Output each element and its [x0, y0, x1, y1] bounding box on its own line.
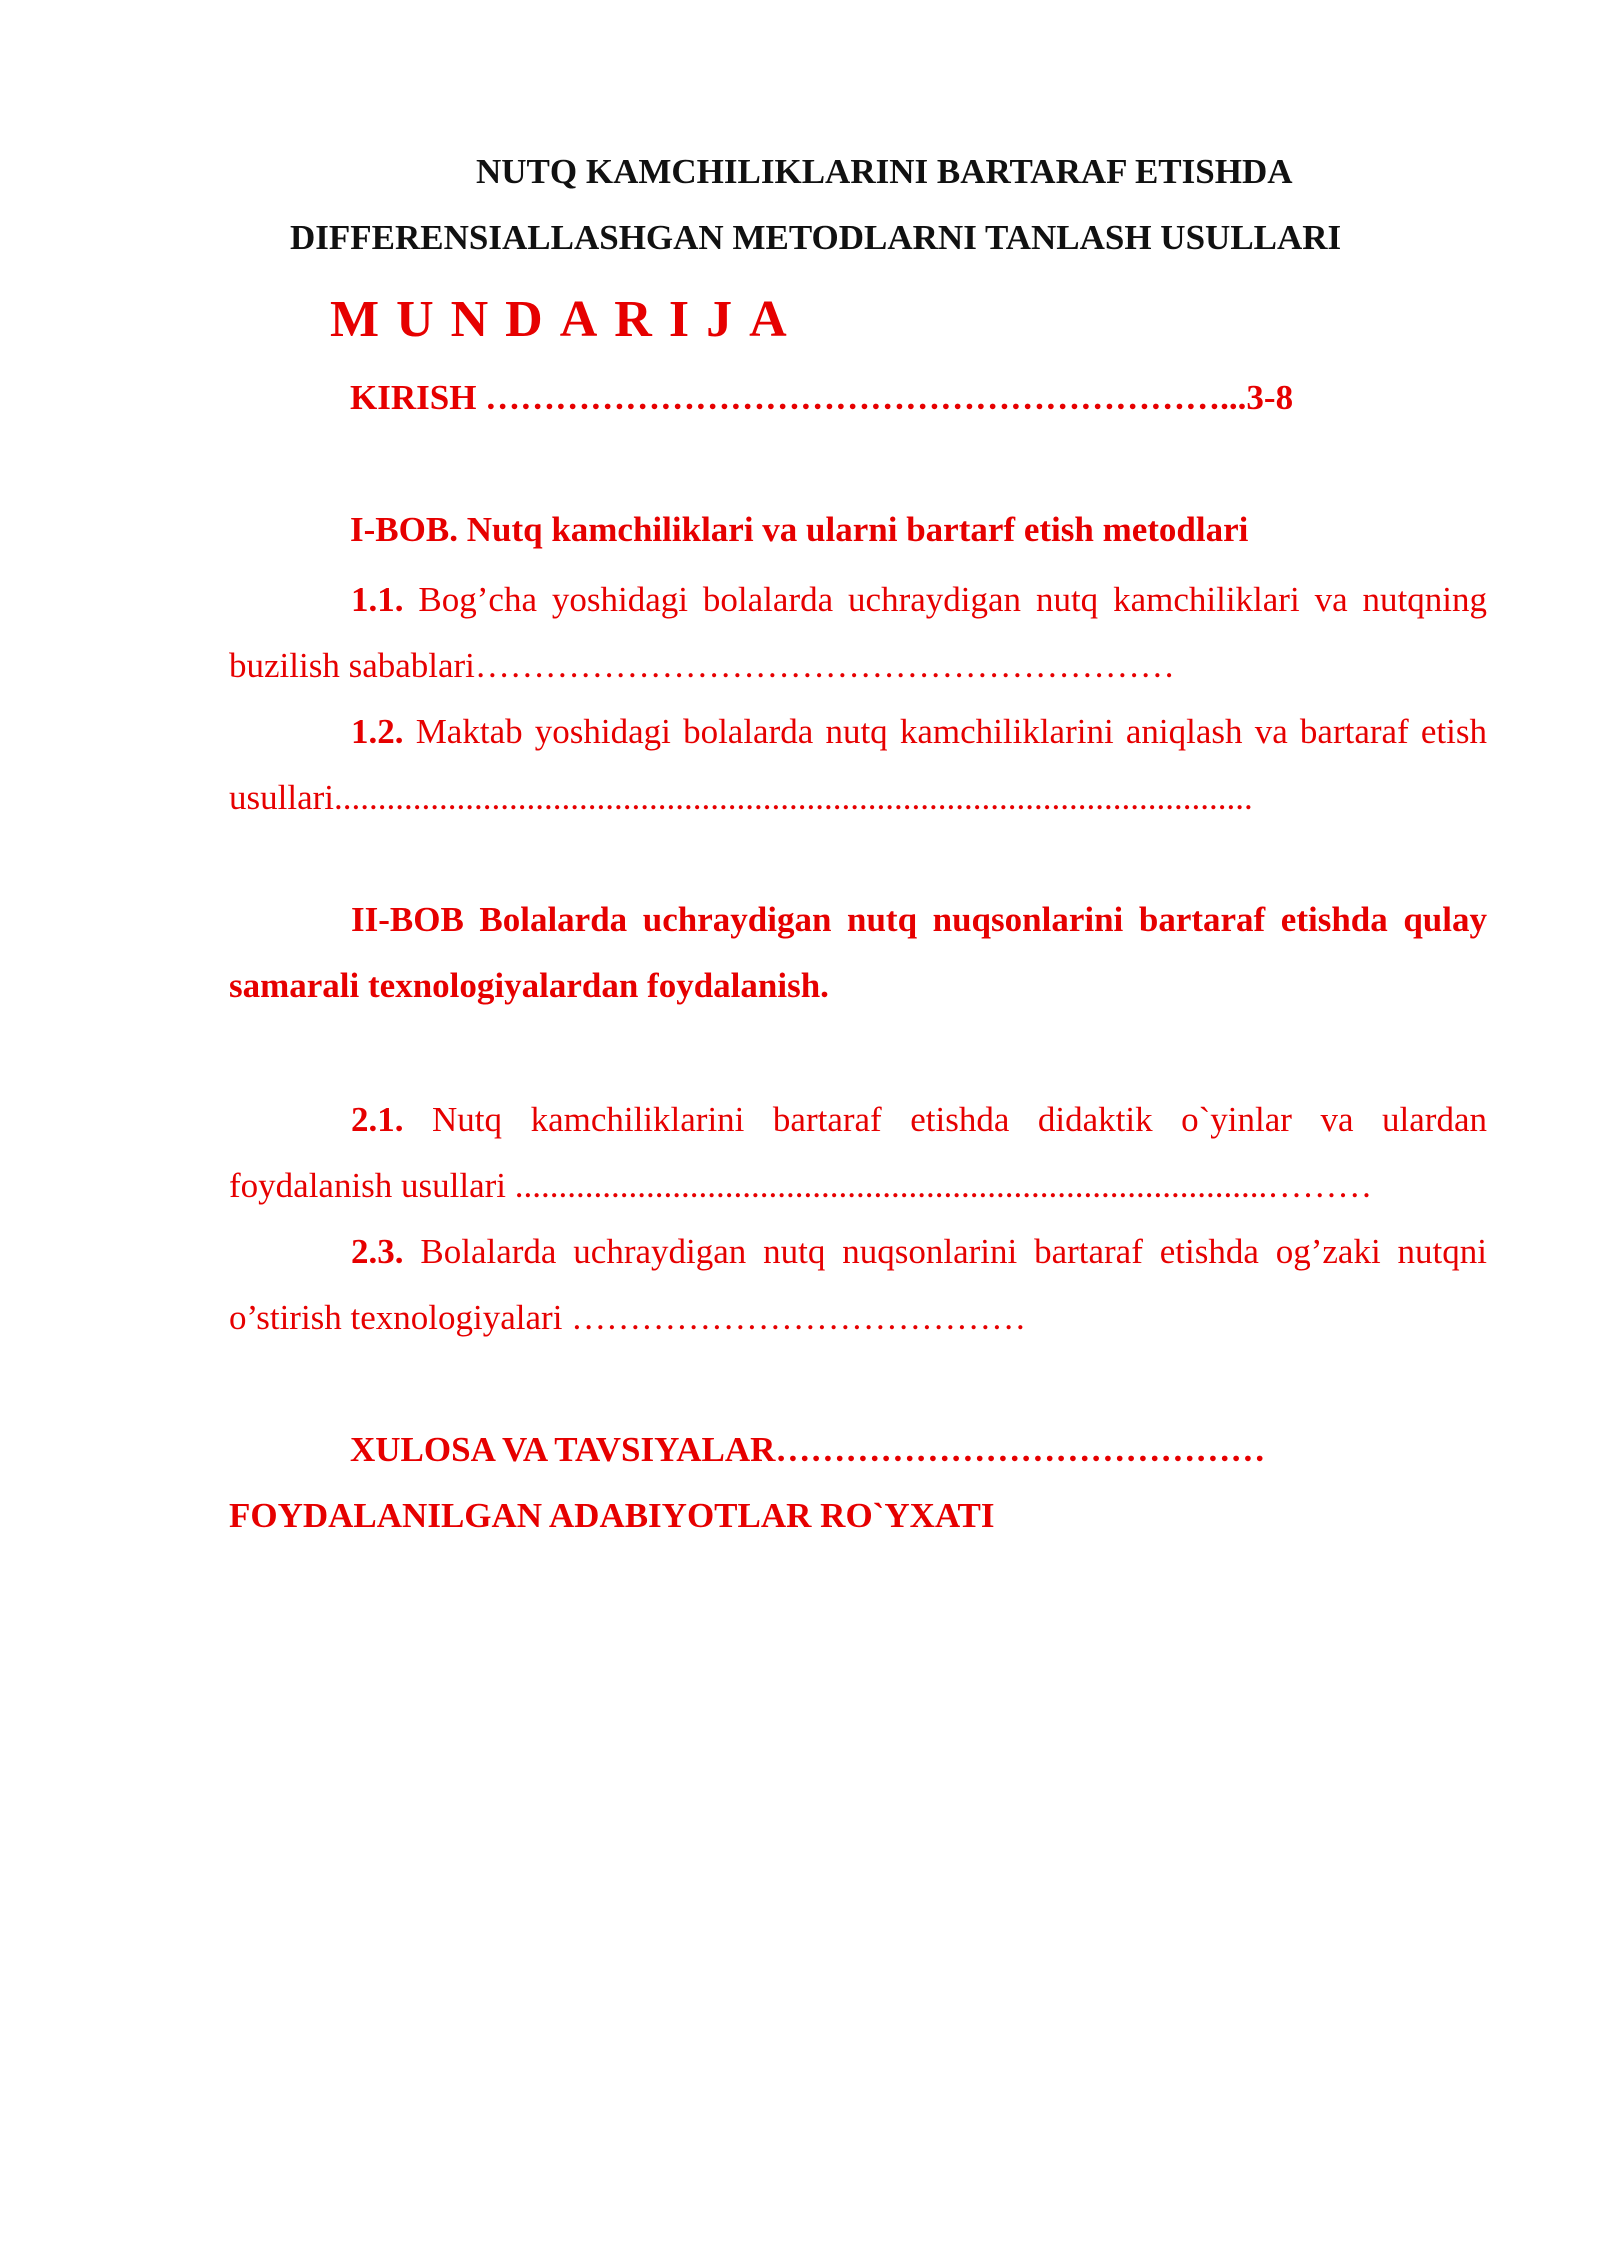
toc-entry-xulosa: XULOSA VA TAVSIYALAR…………………………………… [350, 1430, 1266, 1469]
toc-entry-1-2 [229, 699, 1487, 831]
toc-entry-2-3 [229, 1219, 1487, 1351]
toc-entry-chapter-2: II-BOB Bolalarda uchraydigan nutq nuqsonlarini bartaraf etishda qulay samarali texnologiyalardan foydalanish. [229, 900, 1487, 1005]
toc-entry-1-1 [229, 567, 1487, 699]
section-2-1-text: Nutq kamchiliklarini bartaraf etishda didaktik o`yinlar va ulardan foydalanish usullari ......................................................................................……… [229, 1100, 1487, 1205]
toc-entry-kirish: KIRISH ………………………………………………………...3-8 [350, 378, 1294, 417]
document-title-line-2: DIFFERENSIALLASHGAN METODLARNI TANLASH USULLARI [290, 218, 1342, 257]
section-2-3-text: Bolalarda uchraydigan nutq nuqsonlarini bartaraf etishda og’zaki nutqni o’stirish texnologiyalari ………………………………… [229, 1232, 1488, 1337]
section-2-3-number: 2.3. [351, 1232, 404, 1271]
section-2-1-number: 2.1. [351, 1100, 404, 1139]
section-1-1-text: Bog’cha yoshidagi bolalarda uchraydigan nutq kamchiliklari va nutqning buzilish sabablari…………………………………………………… [229, 580, 1487, 685]
section-1-2-text: Maktab yoshidagi bolalarda nutq kamchiliklarini aniqlash va bartaraf etish usullari......................................................................................................... [229, 712, 1487, 817]
toc-entry-references: FOYDALANILGAN ADABIYOTLAR RO`YXATI [229, 1496, 995, 1535]
toc-entry-chapter-1 [350, 508, 1248, 552]
contents-heading: MUNDARIJA [330, 291, 804, 348]
chapter-1-prefix: I-BOB. [350, 510, 458, 549]
section-1-2-number: 1.2. [351, 712, 404, 751]
section-1-1-number: 1.1. [351, 580, 404, 619]
document-title-line-1: NUTQ KAMCHILIKLARINI BARTARAF ETISHDA [476, 152, 1293, 191]
toc-entry-2-1 [229, 1087, 1487, 1219]
chapter-1-title: Nutq kamchiliklari va ularni bartarf etish metodlari [466, 510, 1249, 549]
